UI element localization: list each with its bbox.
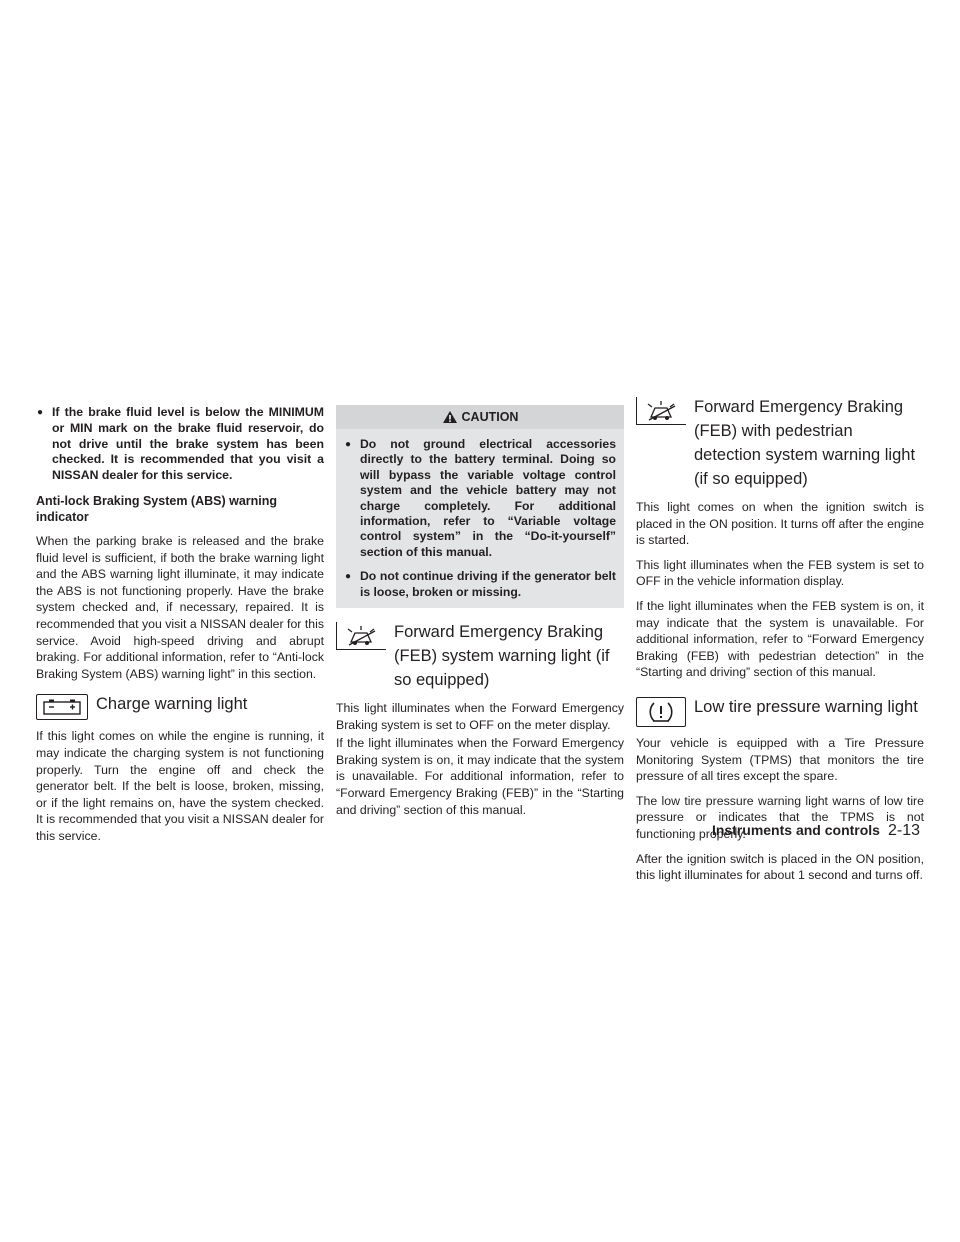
caution-item	[344, 569, 616, 600]
brake-fluid-warning-text: If the brake fluid level is below the MINIMUM or MIN mark on the brake fluid reservoir, do not drive until the brake system has been checked. It is recommended that you visit a NISSAN dealer for this service.	[52, 405, 324, 483]
caution-title	[336, 405, 624, 429]
feb-car-icon	[636, 397, 686, 425]
caution-box	[336, 405, 624, 608]
tire-paragraph-1: Your vehicle is equipped with a Tire Pressure Monitoring System (TPMS) that monitors the tire pressure of all tires except the spare.	[636, 735, 924, 784]
feb-ped-paragraph-1: This light comes on when the ignition switch is placed in the ON position. It turns off after the engine is started.	[636, 500, 924, 548]
feb-ped-paragraph-3: If the light illuminates when the FEB system is on, it may indicate that the system is unavailable. For additional information, refer to “Forward Emergency Braking (FEB) with pedestrian detection” in the “Starting and driving” section of this manual.	[636, 598, 924, 680]
tire-paragraph-2: The low tire pressure warning light warns of low tire pressure or indicates that the TPMS is not functioning properly.	[636, 793, 924, 841]
page-number: 2-13	[887, 822, 920, 839]
section-title: Instruments and controls	[711, 822, 880, 838]
feb-ped-heading: Forward Emergency Braking (FEB) with pedestrian detection system warning light (if so equipped)	[694, 398, 916, 488]
tire-paragraph-3: After the ignition switch is placed in the ON position, this light illuminates for about 1 second and turns off.	[636, 851, 924, 883]
bullet-dot-icon: ●	[37, 407, 44, 418]
feb-paragraph-1: This light illuminates when the Forward Emergency Braking system is set to OFF on the meter display.	[336, 701, 624, 732]
charge-heading: Charge warning light	[96, 695, 248, 714]
battery-icon	[36, 694, 88, 720]
feb-ped-heading-block	[636, 395, 924, 491]
bullet-dot-icon: ●	[345, 439, 352, 450]
feb-paragraph-2: If the light illuminates when the Forward Emergency Braking system is on, it may indicate that the system is unavailable. For additional information, refer to “Forward Emergency Braking (FEB)” in the “Starting and driving” section of this manual.	[336, 736, 624, 817]
column-right	[636, 398, 924, 892]
brake-fluid-bullet	[36, 405, 324, 484]
charge-paragraph: If this light comes on while the engine is running, it may indicate the charging system is not functioning properly. Turn the engine off and check the generator belt. If the belt is loose, broken, missing, or if the light remains on, have the system checked. It is recommended that you visit a NISSAN dealer for this service.	[36, 729, 324, 843]
feb-ped-paragraph-2: This light illuminates when the FEB system is set to OFF in the vehicle information display.	[636, 557, 924, 589]
tire-heading-block	[636, 695, 924, 727]
feb-heading: Forward Emergency Braking (FEB) system warning light (if so equipped)	[394, 623, 610, 690]
feb-car-icon	[336, 622, 386, 650]
abs-heading: Anti-lock Braking System (ABS) warning indicator	[36, 493, 278, 524]
tire-heading: Low tire pressure warning light	[694, 697, 918, 716]
column-left	[36, 405, 324, 852]
column-middle	[336, 405, 624, 826]
abs-paragraph: When the parking brake is released and the brake fluid level is sufficient, if both the brake warning light and the ABS warning light illuminate, it may indicate the ABS is not functioning properly. Have the brake system checked and, if necessary, repaired. It is recommended that you visit a NISSAN dealer for this service. Avoid high-speed driving and abrupt braking. For additional information, refer to “Anti-lock Braking System (ABS) warning light” in this section.	[36, 533, 324, 681]
feb-heading-block	[336, 620, 624, 692]
page-footer	[712, 822, 920, 840]
caution-item-text: Do not ground electrical accessories directly to the battery terminal. Doing so will bypass the variable voltage control system and the vehicle battery may not charge completely. For additional information, refer to “Variable voltage control system” in the “Do-it-yourself” section of this manual.	[360, 437, 616, 559]
caution-item	[344, 437, 616, 560]
charge-heading-block	[36, 692, 324, 720]
caution-label: CAUTION	[461, 410, 519, 424]
bullet-dot-icon: ●	[345, 571, 352, 583]
tire-pressure-icon	[636, 697, 686, 727]
caution-item-text: Do not continue driving if the generator belt is loose, broken or missing.	[360, 569, 616, 599]
warning-triangle-icon	[442, 410, 458, 424]
